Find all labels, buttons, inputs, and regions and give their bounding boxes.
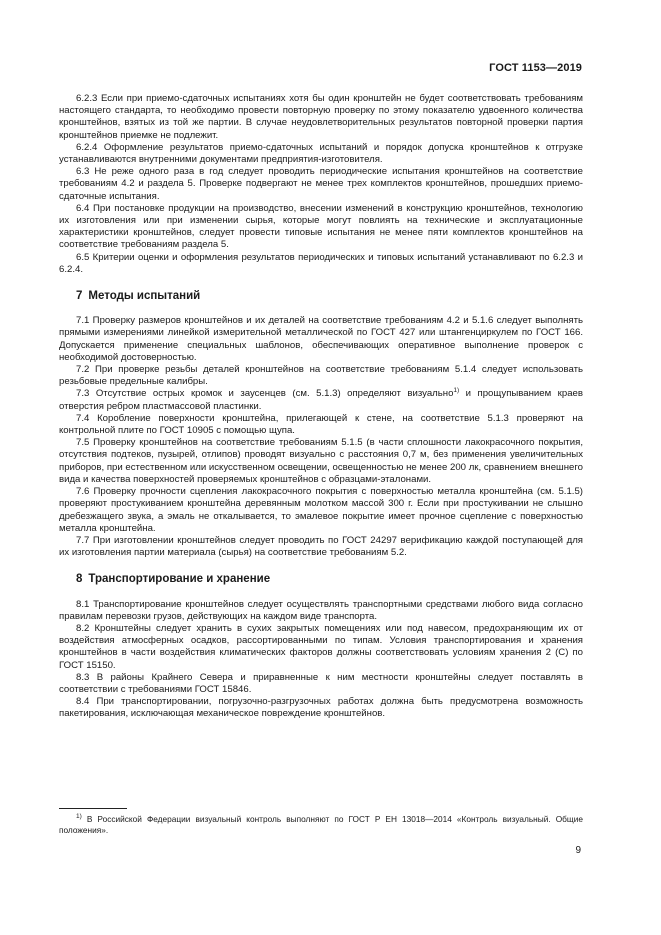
- paragraph-7-1: 7.1 Проверку размеров кронштейнов и их деталей на соответствие требованиям 4.2 и 5.1.6 следует выполнять прямыми измерениями линейкой измерительной металлической по ГОСТ 427 или штангенциркулем по ГОСТ 166. Допускается применение специальных шаблонов, обеспечивающих оперативное выполнение проверок с необходимой достоверностью.: [59, 315, 583, 363]
- paragraph-7-3-text-start: 7.3 Отсутствие острых кромок и заусенцев (см. 5.1.3) определяют визуально: [76, 388, 454, 400]
- paragraph-7-4: 7.4 Коробление поверхности кронштейна, прилегающей к стене, на соответствие 5.1.3 проверяют на контрольной плите по ГОСТ 10905 с помощью щупа.: [59, 412, 583, 437]
- paragraph-7-3: [59, 388, 583, 412]
- footnote-mark: 1): [76, 813, 82, 821]
- footnote-divider: [59, 808, 127, 809]
- section-8-heading: [76, 573, 583, 585]
- paragraph-7-3-text-end: и прощупыванием краев отверстия ребром пластмассовой пластинки.: [59, 388, 583, 412]
- paragraph-6-2-4: 6.2.4 Оформление результатов приемо-сдаточных испытаний и порядок допуска кронштейнов к отгрузке устанавливаются внутренними документами предприятия-изготовителя.: [59, 141, 583, 166]
- paragraph-6-2-3: 6.2.3 Если при приемо-сдаточных испытаниях хотя бы один кронштейн не будет соответствовать требованиям настоящего стандарта, то необходимо провести повторную проверку по этому показателю удвоенного количества кронштейнов, взятых из той же партии. В случае неудовлетворительных результатов повторной проверки партия кронштейнов приемке не подлежит.: [59, 93, 583, 141]
- paragraph-8-2: 8.2 Кронштейны следует хранить в сухих закрытых помещениях или под навесом, предохраняющим их от воздействия атмосферных осадков, рассортированными по типам. Условия транспортирования и хранения кронштейнов в части воздействия климатических факторов должны соответствовать условиям хранения 2 (С) по ГОСТ 15150.: [59, 622, 583, 671]
- page-number: 9: [575, 845, 581, 856]
- section-8-title: Транспортирование и хранение: [88, 573, 271, 586]
- paragraph-6-4: 6.4 При постановке продукции на производство, внесении изменений в конструкцию кронштейнов, технологию их изготовления или при изменении сырья, которые могут повлиять на технические и эксплуатационные характеристики кронштейнов, следует провести типовые испытания не менее пяти комплектов кронштейнов на соответствие требованиям раздела 5.: [59, 202, 583, 251]
- paragraph-8-4: 8.4 При транспортировании, погрузочно-разгрузочных работах должна быть предусмотрена возможность пакетирования, исключающая механическое повреждение кронштейнов.: [59, 696, 583, 720]
- paragraph-6-3: 6.3 Не реже одного раза в год следует проводить периодические испытания кронштейнов на соответствие требованиям 4.2 и раздела 5. Проверке подвергают не менее трех комплектов кронштейнов, прошедших приемо-сдаточные испытания.: [59, 166, 583, 202]
- section-8-number: 8: [76, 573, 83, 586]
- section-7-title: Методы испытаний: [88, 290, 201, 303]
- document-code-header: ГОСТ 1153—2019: [489, 62, 582, 74]
- footnote-reference[interactable]: 1): [453, 387, 460, 395]
- paragraph-7-5: 7.5 Проверку кронштейнов на соответствие требованиям 5.1.5 (в части сплошности лакокрасочного покрытия, отсутствия подтеков, пузырей, отлипов) проводят визуально с расстояния 0,7 м, без применения увеличительных приборов, при естественном или искусственном освещении, освещенностью не менее 200 лк, сравнением внешнего вида и качества поверхностей проверяемых кронштейнов с образцами-эталонами.: [59, 437, 583, 485]
- paragraph-7-7: 7.7 При изготовлении кронштейнов следует проводить по ГОСТ 24297 верификацию каждой поступающей для их изготовления партии материала (сырья) на соответствие требованиям 5.2.: [59, 534, 583, 559]
- paragraph-7-6: 7.6 Проверку прочности сцепления лакокрасочного покрытия с поверхностью металла кронштейна (см. 5.1.5) проверяют простукиванием кронштейна деревянным молотком массой 300 г. Если при простукивании не слышно дребезжащего звука, а эмаль не откалывается, то эмалевое покрытие имеет прочное сцепление с поверхностью металла кронштейна.: [59, 486, 583, 534]
- section-7-heading: [76, 290, 583, 302]
- paragraph-6-5: 6.5 Критерии оценки и оформления результатов периодических и типовых испытаний устанавливают по 6.2.3 и 6.2.4.: [59, 251, 583, 275]
- footnote-text: В Российской Федерации визуальный контроль выполняют по ГОСТ Р ЕН 13018—2014 «Контроль визуальный. Общие положения».: [59, 814, 583, 835]
- paragraph-7-2: 7.2 При проверке резьбы деталей кронштейнов на соответствие требованиям 5.1.4 следует использовать резьбовые предельные калибры.: [59, 364, 583, 388]
- paragraph-8-1: 8.1 Транспортирование кронштейнов следует осуществлять транспортными средствами любого вида согласно правилам перевозки грузов, действующих на каждом виде транспорта.: [59, 598, 583, 622]
- paragraph-8-3: 8.3 В районы Крайнего Севера и приравненные к ним местности кронштейны следует поставлять в соответствии с требованиями ГОСТ 15846.: [59, 671, 583, 695]
- main-text: [59, 93, 583, 721]
- section-7-number: 7: [76, 290, 83, 303]
- footnote: [59, 814, 583, 836]
